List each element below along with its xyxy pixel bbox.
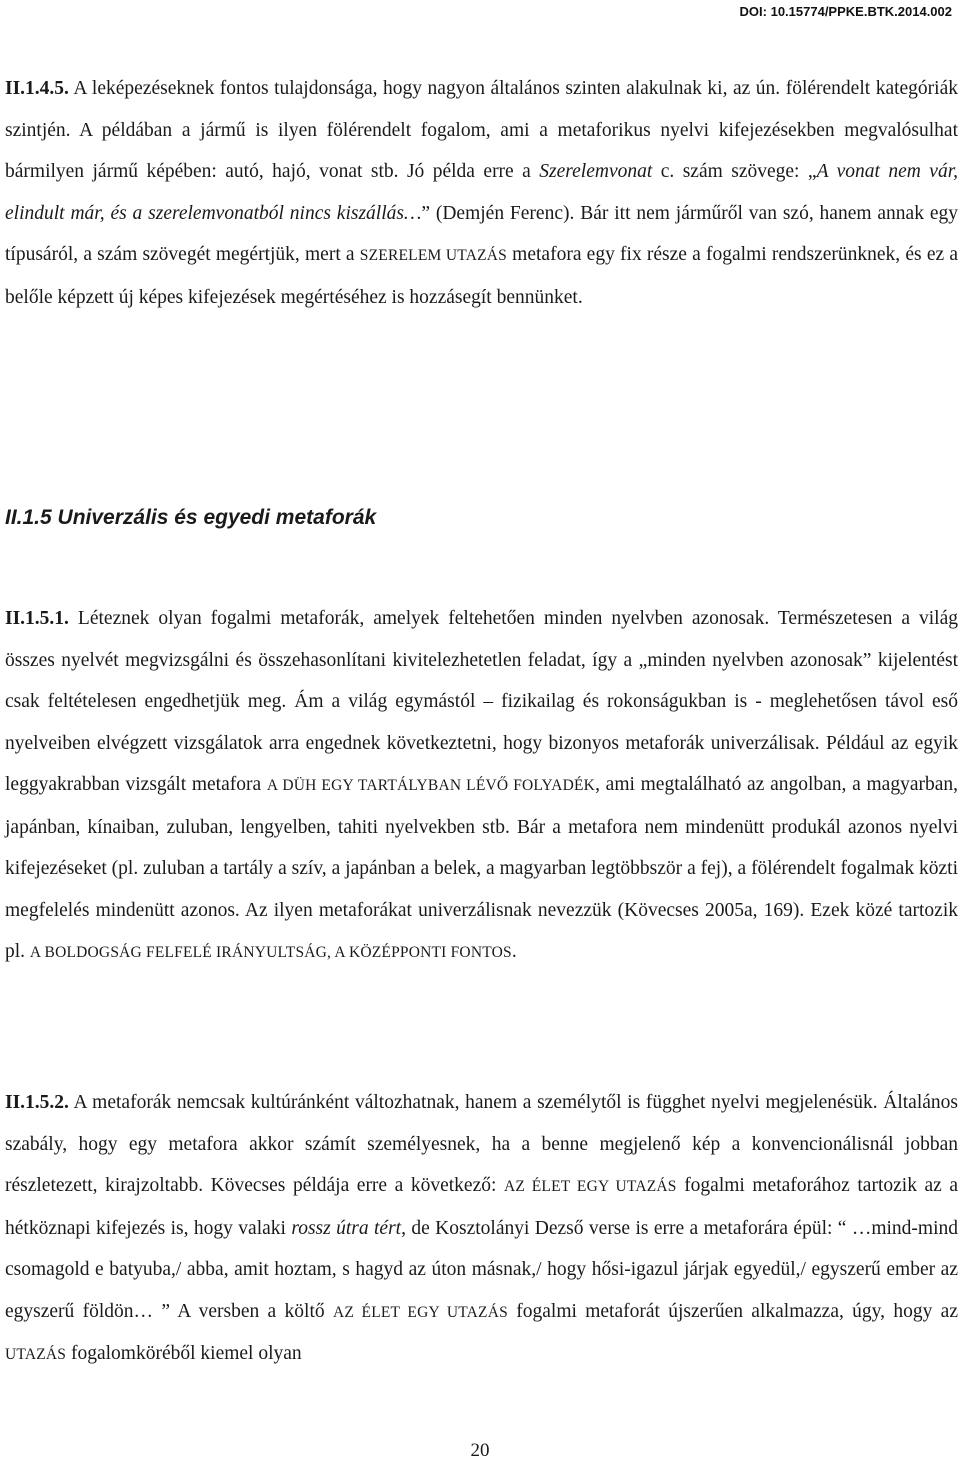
doi-header: DOI: 10.15774/PPKE.BTK.2014.002 <box>739 4 952 19</box>
song-title: Szerelemvonat <box>539 161 653 182</box>
paragraph-2 <box>5 598 958 974</box>
page-number: 20 <box>470 1440 490 1461</box>
paragraph-1 <box>5 68 958 318</box>
paragraph-1-number: II.1.4.5. <box>5 78 69 99</box>
metaphor-name: UTAZÁS <box>5 1346 67 1363</box>
paragraph-3-text: II.1.5.2. A metaforák nemcsak kultúránként változhatnak, hanem a személytől is függhet nyelvi megjelenésük. Általános szabály, hogy egy metafora akkor számít személyesnek, ha a benne megjelenő kép a konvencionálisnál jobban részletezett, kirajzoltabb. Kövecses példája erre a következő: AZ ÉLET EGY UTAZÁS fogalmi metaforához tartozik az a hétköznapi kifejezés is, hogy valaki rossz útra tért, de Kosztolányi Dezső verse is erre a metaforára épül: “ …mind-mind csomagold e batyuba,/ abba, amit hoztam, s hagyd az úton másnak,/ hogy hősi-igazul járjak egyedül,/ egyszerű ember az egyszerű földön… ” A versben a költő AZ ÉLET EGY UTAZÁS fogalmi metaforát újszerűen alkalmazza, úgy, hogy az UTAZÁS fogalomköréből kiemel olyan <box>5 1092 959 1364</box>
paragraph-2-text: II.1.5.1. Léteznek olyan fogalmi metaforák, amelyek feltehetően minden nyelvben azonosak. Természetesen a világ összes nyelvét megvizsgálni és összehasonlítani kivitelezhetetlen feladat, így a „minden nyelvben azonosak” kijelentést csak feltételesen engedhetjük meg. Ám a világ egymástól – fizikailag és rokonságukban is - meglehetősen távol eső nyelveiben elvégzett vizsgálatok arra engednek következtetni, hogy bizonyos metaforák univerzálisak. Például az egyik leggyakrabban vizsgált metafora A DÜH EGY TARTÁLYBAN LÉVŐ FOLYADÉK, ami megtalálható az angolban, a magyarban, japánban, kínaiban, zuluban, lengyelben, tahiti nyelvekben stb. Bár a metafora nem mindenütt produkál azonos nyelvi kifejezéseket (pl. zuluban a tartály a szív, a japánban a belek, a magyarban legtöbbször a fej), a fölérendelt fogalmak közti megfelelés mindenütt azonos. Az ilyen metaforákat univerzálisnak nevezzük (Kövecses 2005a, 169). Ezek közé tartozik pl. A BOLDOGSÁG FELFELÉ IRÁNYULTSÁG, A KÖZÉPPONTI FONTOS. <box>5 608 959 962</box>
section-heading: II.1.5 Univerzális és egyedi metaforák <box>5 506 377 529</box>
paragraph-3-number: II.1.5.2. <box>5 1092 69 1113</box>
paragraph-1-text: II.1.4.5. A leképezéseknek fontos tulajdonsága, hogy nagyon általános szinten alakulnak ki, az ún. fölérendelt kategóriák szintjén. A példában a jármű is ilyen fölérendelt fogalom, ami a metaforikus nyelvi kifejezésekben megvalósulhat bármilyen jármű képében: autó, hajó, vonat stb. Jó példa erre a Szerelemvonat c. szám szövege: „A vonat nem vár, elindult már, és a szerelemvonatból nincs kiszállás…” (Demjén Ferenc). Bár itt nem járműről van szó, hanem annak egy típusáról, a szám szövegét megértjük, mert a SZERELEM UTAZÁS metafora egy fix része a fogalmi rendszerünknek, és ez a belőle képzett új képes kifejezések megértéséhez is hozzásegít bennünket. <box>5 78 959 308</box>
metaphor-name: A DÜH EGY TARTÁLYBAN LÉVŐ FOLYADÉK <box>266 777 596 794</box>
metaphor-name: AZ ÉLET EGY UTAZÁS <box>503 1178 677 1195</box>
metaphor-name: AZ ÉLET EGY UTAZÁS <box>332 1303 508 1321</box>
metaphor-name: A BOLDOGSÁG FELFELÉ IRÁNYULTSÁG, A KÖZÉPPONTI FONTOS <box>29 944 512 961</box>
paragraph-3 <box>5 1082 958 1376</box>
italic-expression: rossz útra tért <box>291 1217 402 1239</box>
paragraph-2-number: II.1.5.1. <box>5 608 69 629</box>
metaphor-name: SZERELEM UTAZÁS <box>359 247 507 264</box>
song-quote: A vonat nem vár, elindult már, és a szerelemvonatból nincs kiszállás… <box>5 161 959 224</box>
